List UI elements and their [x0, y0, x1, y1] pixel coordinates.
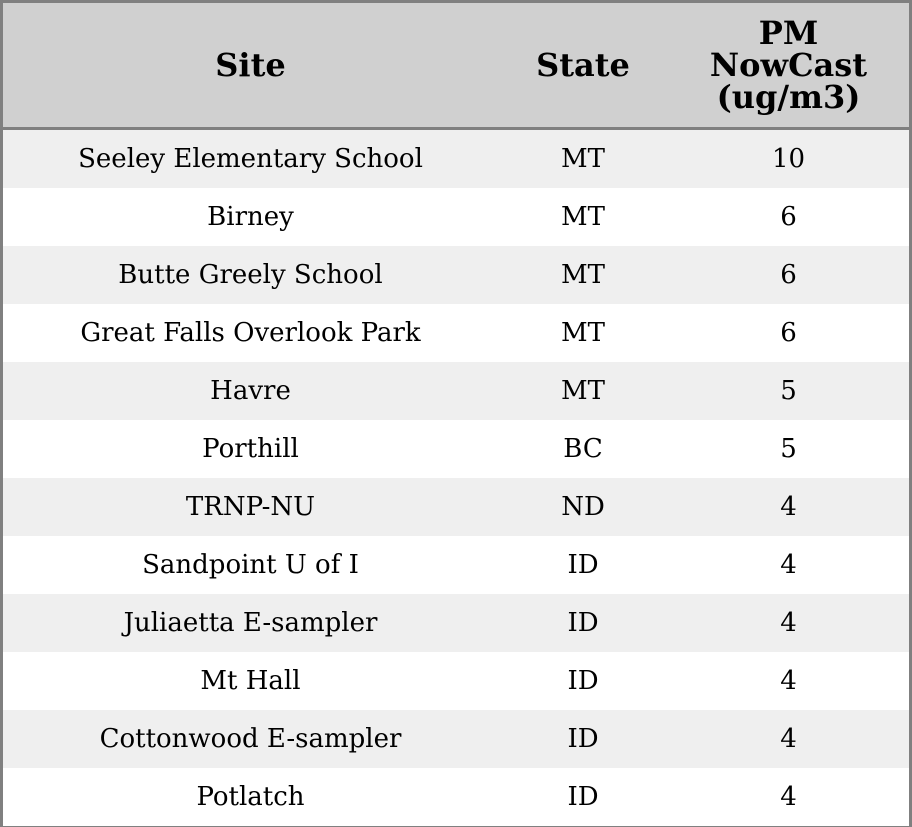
cell-state: ID [498, 594, 668, 652]
cell-site: Great Falls Overlook Park [3, 304, 498, 362]
cell-state: ID [498, 652, 668, 710]
cell-site: Birney [3, 188, 498, 246]
table-row [3, 768, 909, 826]
cell-pm-value: 4 [668, 710, 909, 768]
cell-state: MT [498, 128, 668, 188]
cell-state: ID [498, 768, 668, 826]
table-row [3, 652, 909, 710]
cell-pm-value: 4 [668, 768, 909, 826]
cell-site: Mt Hall [3, 652, 498, 710]
cell-pm-value: 4 [668, 652, 909, 710]
cell-pm-value: 4 [668, 478, 909, 536]
table-row [3, 246, 909, 304]
cell-site: Cottonwood E-sampler [3, 710, 498, 768]
cell-pm-value: 4 [668, 594, 909, 652]
cell-pm-value: 6 [668, 188, 909, 246]
table-row [3, 710, 909, 768]
table-row [3, 478, 909, 536]
cell-state: ID [498, 710, 668, 768]
cell-state: MT [498, 188, 668, 246]
column-header-pm-nowcast: PM NowCast (ug/m3) [668, 3, 909, 128]
cell-site: Juliaetta E-sampler [3, 594, 498, 652]
cell-state: ID [498, 536, 668, 594]
table-row [3, 420, 909, 478]
air-quality-table [3, 3, 909, 826]
cell-state: MT [498, 246, 668, 304]
cell-pm-value: 5 [668, 420, 909, 478]
cell-site: Seeley Elementary School [3, 128, 498, 188]
table-row [3, 128, 909, 188]
cell-site: TRNP-NU [3, 478, 498, 536]
table-row [3, 362, 909, 420]
cell-state: BC [498, 420, 668, 478]
cell-site: Porthill [3, 420, 498, 478]
table-header [3, 3, 909, 128]
header-row [3, 3, 909, 128]
cell-state: ND [498, 478, 668, 536]
cell-pm-value: 5 [668, 362, 909, 420]
cell-pm-value: 4 [668, 536, 909, 594]
cell-state: MT [498, 362, 668, 420]
cell-pm-value: 6 [668, 304, 909, 362]
table-row [3, 188, 909, 246]
table-row [3, 594, 909, 652]
table-body [3, 128, 909, 826]
cell-site: Potlatch [3, 768, 498, 826]
cell-site: Havre [3, 362, 498, 420]
column-header-site: Site [3, 3, 498, 128]
cell-pm-value: 6 [668, 246, 909, 304]
table-row [3, 536, 909, 594]
cell-site: Sandpoint U of I [3, 536, 498, 594]
cell-pm-value: 10 [668, 128, 909, 188]
cell-state: MT [498, 304, 668, 362]
column-header-state: State [498, 3, 668, 128]
cell-site: Butte Greely School [3, 246, 498, 304]
table-row [3, 304, 909, 362]
